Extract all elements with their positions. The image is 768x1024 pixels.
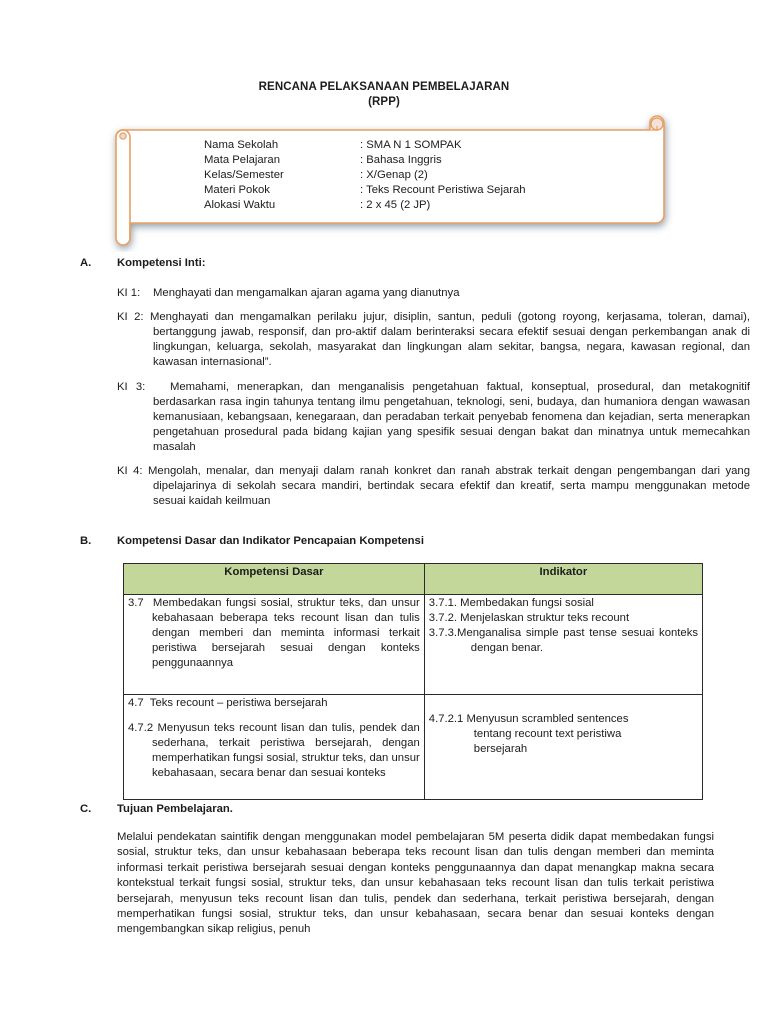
ki-key: KI 1:	[117, 287, 141, 299]
kd-cell	[124, 695, 425, 800]
indicator-item: 3.7.1. Membedakan fungsi sosial	[428, 597, 594, 609]
column-header-kompetensi-dasar: Kompetensi Dasar	[124, 564, 425, 595]
identity-label: Alokasi Waktu	[204, 199, 276, 211]
identity-row	[204, 138, 526, 153]
kd-text: Teks recount – peristiwa bersejarah	[149, 697, 328, 709]
kd-text: Membedakan fungsi sosial, struktur teks, dan unsur kebahasaan beberapa teks recount lisan dan tulis dengan memberi dan meminta informasi terkait peristiwa bersejarah sesuai dengan konteks penggunaannya	[152, 597, 420, 669]
document-title: RENCANA PELAKSANAAN PEMBELAJARAN	[258, 81, 510, 93]
indicator-item: 3.7.2. Menjelaskan struktur teks recount	[428, 612, 630, 624]
ki-key: KI 4:	[117, 465, 143, 477]
ki-text: Memahami, menerapkan, dan menganalisis pengetahuan faktual, konseptual, prosedural, dan metakognitif berdasarkan rasa ingin tahunya tentang ilmu pengetahuan, teknologi, seni, budaya, dan humaniora dengan wawasan kemanusiaan, kebangsaan, kenegaraan, dan peradaban terkait penyebab fenomena dan kejadian, serta menerapkan pengetahuan prosedural pada bidang kajian yang spesifik sesuai dengan bakat dan minatnya untuk memecahkan masalah	[153, 381, 751, 453]
ki-text: Menghayati dan mengamalkan ajaran agama yang dianutnya	[153, 287, 460, 299]
identity-value: : 2 x 45 (2 JP)	[360, 199, 431, 211]
ki-text: Menghayati dan mengamalkan perilaku jujur, disiplin, santun, peduli (gotong royong, kerjasama, toleran, damai), bertanggung jawab, responsif, dan pro-aktif dalam berinteraksi secara efektif sesuai dengan perkembangan anak di lingkungan, keluarga, sekolah, masyarakat dan lingkungan alam sekitar, bangsa, negara, kawasan regional, dan kawasan internasional”.	[149, 311, 751, 368]
identity-row	[204, 153, 526, 168]
kd-cell	[124, 595, 425, 695]
identity-value: : Teks Recount Peristiwa Sejarah	[360, 184, 526, 196]
identity-row	[204, 168, 526, 183]
table-row	[124, 595, 703, 695]
identity-value: : Bahasa Inggris	[360, 154, 442, 166]
section-title: Kompetensi Inti:	[117, 257, 206, 269]
ki-item	[117, 286, 714, 301]
kd-number: 4.7	[128, 697, 144, 709]
identity-row	[204, 198, 526, 213]
table-row	[124, 695, 703, 800]
ki-item	[117, 380, 750, 455]
ki-item	[117, 310, 750, 370]
kd-text: Menyusun teks recount lisan dan tulis, pendek dan sederhana, terkait peristiwa bersejarah, dengan memperhatikan fungsi sosial, struktur teks, dan unsur kebahasaan, secara benar dan sesuai konteks	[152, 722, 420, 779]
section-letter: C.	[80, 803, 92, 815]
identity-row	[204, 183, 526, 198]
kd-number: 4.7.2	[128, 722, 154, 734]
document-subtitle: (RPP)	[368, 96, 400, 108]
kd-item	[128, 721, 420, 781]
section-b-heading	[80, 534, 424, 549]
kd-number: 3.7	[128, 597, 144, 609]
learning-objective-paragraph: Melalui pendekatan saintifik dengan menggunakan model pembelajaran 5M peserta didik dapat membedakan fungsi sosial, struktur teks, dan unsur kebahasaan beberapa teks recount lisan dan tulis dengan memberi dan meminta informasi terkait peristiwa bersejarah sesuai dengan konteks penggunaannya dan dapat menangkap makna secara kontekstual terkait fungsi sosial, struktur teks, dan unsur kebahasaan teks recount lisan dan tulis terkait peristiwa bersejarah, menyusun teks recount lisan dan tulis, pendek dan sederhana, terkait peristiwa bersejarah, dengan memperhatikan fungsi sosial, struktur teks, dan unsur kebahasaan, secara benar dan sesuai konteks dengan mengembangkan sikap religius, penuh	[117, 831, 714, 936]
indicator-item: 3.7.3.Menganalisa simple past tense sesuai konteks dengan benar.	[428, 627, 698, 654]
indicator-cell	[424, 595, 702, 695]
ki-key: KI 3:	[117, 381, 146, 393]
ki-item	[117, 464, 750, 509]
kd-item	[128, 596, 420, 671]
section-letter: A.	[80, 257, 92, 269]
ki-text: Mengolah, menalar, dan menyaji dalam ranah konkret dan ranah abstrak terkait dengan pengembangan dari yang dipelajarinya di sekolah secara mandiri, bertindak secara efektif dan kreatif, serta mampu menggunakan metode sesuai kaidah keilmuan	[148, 465, 750, 507]
ki-key: KI 2:	[117, 311, 144, 323]
column-header-indikator: Indikator	[424, 564, 702, 595]
identity-label: Mata Pelajaran	[204, 154, 280, 166]
section-title: Kompetensi Dasar dan Indikator Pencapaian Kompetensi	[117, 535, 424, 547]
indicator-cell	[424, 695, 702, 800]
section-letter: B.	[80, 535, 92, 547]
table-header-row	[124, 564, 703, 595]
identity-label: Materi Pokok	[204, 184, 270, 196]
identity-value: : SMA N 1 SOMPAK	[360, 139, 462, 151]
competency-table	[123, 563, 703, 800]
indicator-item: 4.7.2.1 Menyusun scrambled sentences tentang recount text peristiwa bersejarah	[428, 713, 629, 755]
identity-label: Kelas/Semester	[204, 169, 284, 181]
section-a-heading	[80, 256, 206, 271]
section-c-heading	[80, 802, 233, 817]
kd-item	[128, 695, 420, 711]
identity-value: : X/Genap (2)	[360, 169, 428, 181]
section-title: Tujuan Pembelajaran.	[117, 803, 233, 815]
identity-table	[204, 138, 526, 213]
identity-label: Nama Sekolah	[204, 139, 279, 151]
